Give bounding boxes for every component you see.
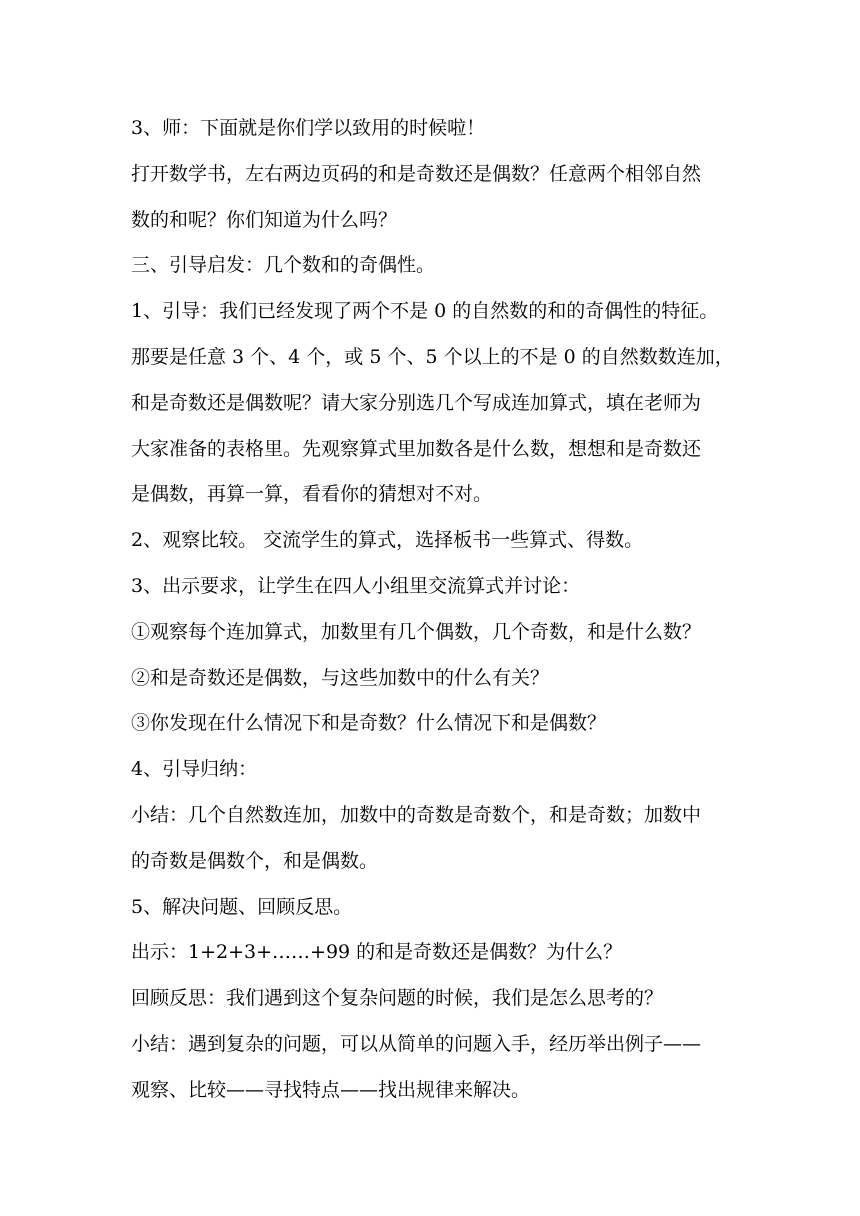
text-line: 2、观察比较。 交流学生的算式，选择板书一些算式、得数。 [131,529,644,552]
text-line: 打开数学书，左右两边页码的和是奇数还是偶数？任意两个相邻自然 [131,162,702,185]
text-line: 3、师：下面就是你们学以致用的时候啦！ [131,117,486,139]
document-body [131,113,736,1121]
text-line: ②和是奇数还是偶数，与这些加数中的什么有关？ [131,666,550,689]
text-line: 数的和呢？你们知道为什么吗？ [131,208,398,231]
text-line: 小结：遇到复杂的问题，可以从简单的问题入手，经历举出例子—— [131,1032,702,1055]
text-line: ③你发现在什么情况下和是奇数？什么情况下和是偶数？ [131,712,607,735]
text-line: 小结：几个自然数连加，加数中的奇数是奇数个，和是奇数；加数中 [131,803,702,826]
text-line: 出示：1+2+3+……+99 的和是奇数还是偶数？为什么？ [131,941,623,964]
text-line: 是偶数，再算一算，看看你的猜想对不对。 [131,483,493,506]
text-line: 3、出示要求，让学生在四人小组里交流算式并讨论： [131,574,581,597]
text-line: 1、引导：我们已经发现了两个不是 0 的自然数的和的奇偶性的特征。 [131,300,719,323]
text-line: 那要是任意 3 个、4 个，或 5 个、5 个以上的不是 0 的自然数数连加， [131,345,734,368]
text-line: ①观察每个连加算式，加数里有几个偶数，几个奇数，和是什么数？ [131,620,702,643]
section-heading: 三、引导启发：几个数和的奇偶性。 [131,254,436,277]
text-line: 和是奇数还是偶数呢？请大家分别选几个写成连加算式，填在老师为 [131,391,702,414]
text-line: 观察、比较——寻找特点——找出规律来解决。 [131,1078,531,1101]
text-line: 4、引导归纳： [131,758,258,781]
text-line: 回顾反思：我们遇到这个复杂问题的时候，我们是怎么思考的？ [131,987,664,1010]
text-line: 的奇数是偶数个，和是偶数。 [131,849,379,872]
text-line: 5、解决问题、回顾反思。 [131,895,353,918]
text-line: 大家准备的表格里。先观察算式里加数各是什么数，想想和是奇数还 [131,437,702,460]
